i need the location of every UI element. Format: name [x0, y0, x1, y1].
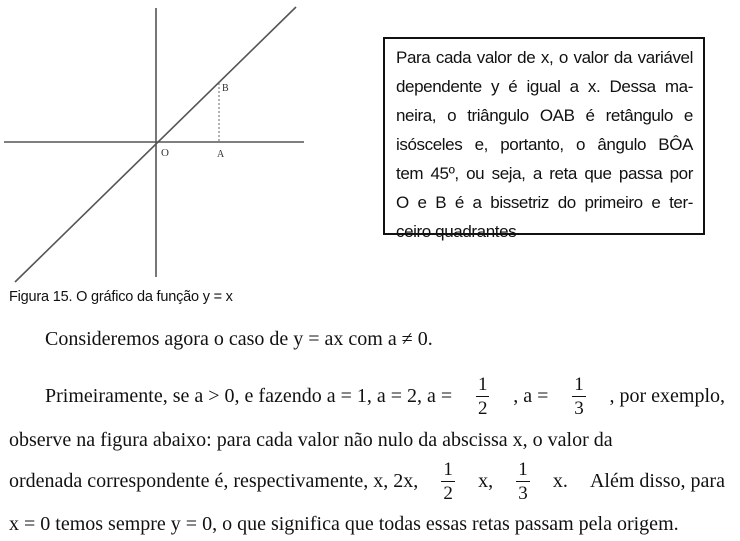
paragraph-line — [9, 455, 725, 507]
label-origin: O — [161, 147, 169, 159]
fraction-denominator: 2 — [443, 482, 453, 504]
text-segment: ordenada correspondente é, respectivamente, x, 2x, — [9, 469, 419, 492]
fraction-numerator: 1 — [443, 458, 453, 480]
box-line: tem 45º, ou seja, a reta que passa por — [396, 164, 693, 183]
box-line: neira, o triângulo OAB é retângulo e — [396, 106, 693, 125]
text-segment: x. — [552, 469, 568, 492]
paragraph-line — [9, 367, 725, 425]
paragraph-line — [9, 507, 725, 541]
label-point-a: A — [217, 149, 225, 160]
text-segment: x = 0 temos sempre y = 0, o que significa que todas essas retas passam pela origem. — [9, 512, 679, 535]
fraction-one-half — [441, 460, 455, 503]
fraction-denominator: 2 — [477, 397, 488, 419]
box-line: dependente y é igual a x. Dessa ma- — [396, 77, 693, 96]
explanation-box — [383, 37, 705, 241]
box-line: O e B é a bissetriz do primeiro e ter- — [396, 193, 693, 212]
paragraph-line — [9, 425, 725, 455]
paragraph-intro: Consideremos agora o caso de y = ax com a ≠ 0. — [45, 328, 433, 350]
box-line: Para cada valor de x, o valor da variável — [396, 48, 693, 67]
graph-y-equals-x — [0, 0, 310, 285]
fraction-one-third — [572, 375, 586, 418]
text-segment: observe na figura abaixo: para cada valor não nulo da abscissa x, o valor da — [9, 428, 613, 451]
box-line: isósceles e, portanto, o ângulo BÔA — [396, 135, 693, 154]
box-line: ceiro quadrantes — [396, 222, 517, 241]
fraction-denominator: 3 — [574, 397, 584, 419]
fraction-one-third — [516, 460, 530, 503]
text-segment: x, — [478, 469, 494, 492]
text-segment: , por exemplo, — [609, 384, 725, 407]
fraction-one-half — [476, 375, 490, 418]
text-segment: Primeiramente, se a > 0, e fazendo a = 1, a = 2, a = — [45, 384, 453, 407]
label-point-b: B — [222, 83, 229, 94]
fraction-denominator: 3 — [518, 482, 528, 504]
text-segment: , a = — [513, 384, 549, 407]
fraction-numerator: 1 — [477, 373, 488, 395]
paragraph-main — [9, 367, 725, 541]
fraction-numerator: 1 — [574, 373, 584, 395]
fraction-numerator: 1 — [518, 458, 528, 480]
text-segment: Além disso, para — [589, 469, 725, 492]
figure-caption: Figura 15. O gráfico da função y = x — [9, 289, 233, 305]
